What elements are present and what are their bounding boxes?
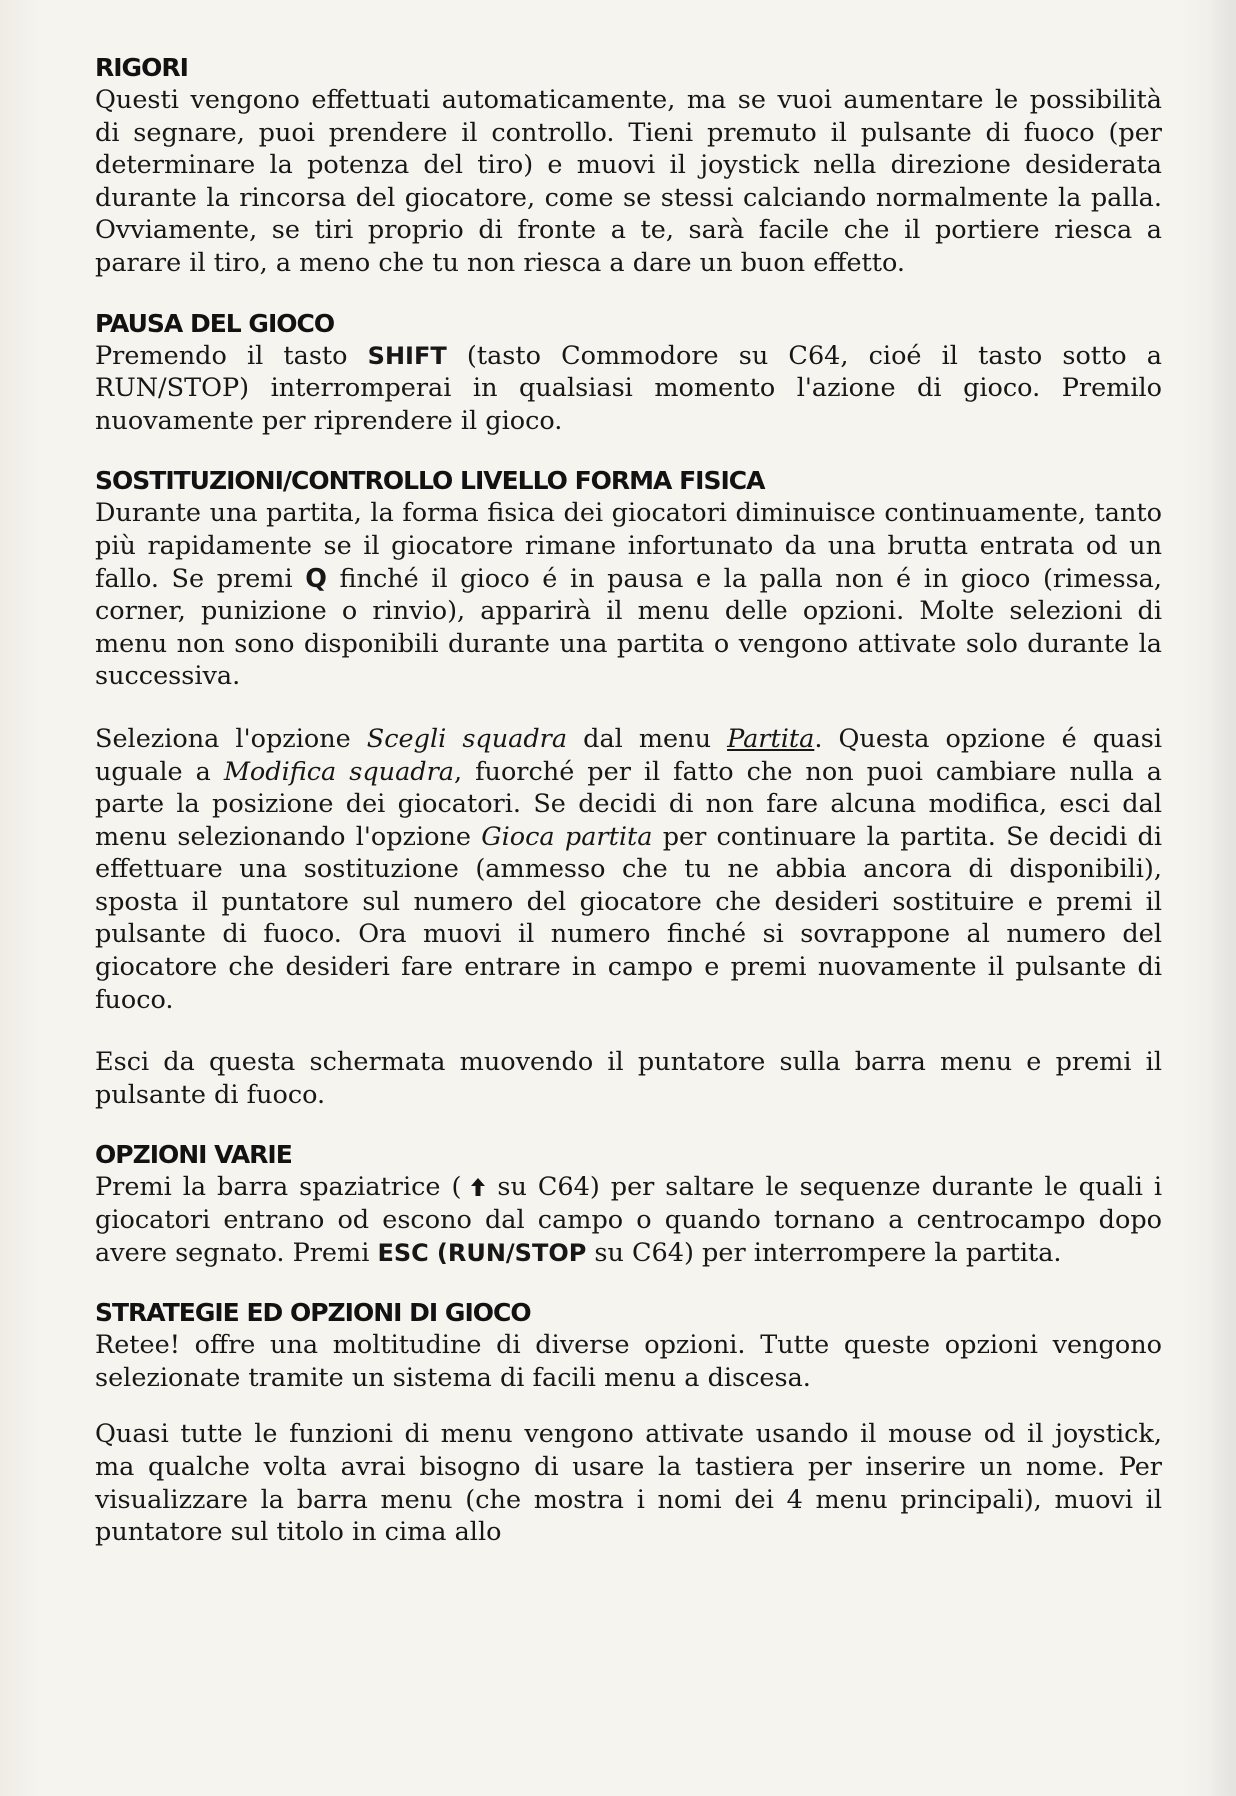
paragraph-pausa	[95, 340, 1162, 438]
key-q: Q	[305, 563, 327, 594]
text-column	[95, 52, 1162, 1549]
paragraph-rigori: Questi vengono effettuati automaticamente, ma se vuoi aumentare le possibilità di segnare, puoi prendere il controllo. Tieni premuto il pulsante di fuoco (per determinare la potenza del tiro) e muovi il joystick nella direzione desiderata durante la rincorsa del giocatore, come se stessi calciando normalmente la palla. Ovviamente, se tiri proprio di fronte a te, sarà facile che il portiere riesca a parare il tiro, a meno che tu non riesca a dare un buon effetto.	[95, 85, 1162, 278]
key-esc: ESC	[377, 1238, 429, 1267]
opz-pre: Premi la barra spaziatrice (	[95, 1172, 462, 1203]
heading-sostituzioni: SOSTITUZIONI/CONTROLLO LIVELLO FORMA FISICA	[95, 466, 765, 496]
menu-partita: Partita	[727, 723, 815, 754]
sost-p2-c: . Questa opzione é quasi uguale a	[95, 723, 1163, 787]
paragraph-sostituzioni-1	[95, 497, 1162, 693]
option-scegli-squadra: Scegli squadra	[366, 723, 568, 754]
paragraph-sostituzioni-2	[95, 723, 1162, 1016]
paragraph-sostituzioni-3: Esci da questa schermata muovendo il puntatore sulla barra menu e premi il pulsante di fuoco.	[95, 1047, 1162, 1110]
sost-p2-e: per continuare la partita. Se decidi di effettuare una sostituzione (ammesso che tu ne abbia ancora di disponibili), sposta il puntatore sul numero del giocatore che desideri sostituire e premi il pulsante di fuoco. Ora muovi il numero finché si sovrappone al numero del giocatore che desideri fare entrare in campo e premi nuovamente il pulsante di fuoco.	[95, 821, 1162, 1015]
heading-rigori: RIGORI	[95, 53, 188, 82]
heading-opzioni-varie: OPZIONI VARIE	[95, 1140, 292, 1170]
pausa-text-post: (tasto Commodore su C64, cioé il tasto sotto a RUN/STOP) interromperai in qualsiasi momento l'azione di gioco. Premilo nuovamente per riprendere il gioco.	[95, 340, 1162, 436]
up-arrow-icon	[471, 1178, 485, 1196]
option-modifica-squadra: Modifica squadra	[223, 756, 454, 787]
opz-post: su C64) per interrompere la partita.	[594, 1237, 1062, 1268]
sost-p2-b: dal menu	[583, 723, 711, 754]
pausa-text-pre: Premendo il tasto	[95, 340, 348, 371]
heading-strategie: STRATEGIE ED OPZIONI DI GIOCO	[95, 1298, 531, 1328]
paragraph-strategie-1: Retee! offre una moltitudine di diverse opzioni. Tutte queste opzioni vengono selezionate tramite un sistema di facili menu a discesa.	[95, 1330, 1162, 1393]
sost-p1-post: finché il gioco é in pausa e la palla non é in gioco (rimessa, corner, punizione o rinvio), apparirà il menu delle opzioni. Molte selezioni di menu non sono disponibili durante una partita o vengono attivate solo durante la successiva.	[95, 563, 1162, 692]
key-shift: SHIFT	[367, 341, 447, 370]
heading-pausa: PAUSA DEL GIOCO	[95, 308, 335, 338]
key-run-stop: (RUN/STOP	[436, 1238, 587, 1267]
paragraph-strategie-2: Quasi tutte le funzioni di menu vengono attivate usando il mouse od il joystick, ma qualche volta avrai bisogno di usare la tastiera per inserire un nome. Per visualizzare la barra menu (che mostra i nomi dei 4 menu principali), muovi il puntatore sul titolo in cima allo	[95, 1419, 1162, 1548]
opz-mid: su C64) per saltare le sequenze durante le quali i giocatori entrano od escono dal campo o quando tornano a centrocampo dopo avere segnato. Premi	[95, 1172, 1163, 1268]
sost-p1-pre: Durante una partita, la forma fisica dei giocatori diminuisce continuamente, tanto più rapidamente se il giocatore rimane infortunato da una brutta entrata od un fallo. Se premi	[95, 498, 1162, 594]
paragraph-opzioni-varie	[95, 1171, 1162, 1269]
sost-p2-a: Seleziona l'opzione	[95, 723, 351, 754]
option-gioca-partita: Gioca partita	[481, 821, 653, 852]
sost-p2-d: , fuorché per il fatto che non puoi cambiare nulla a parte la posizione dei giocatori. Se decidi di non fare alcuna modifica, esci dal menu selezionando l'opzione	[95, 756, 1163, 852]
